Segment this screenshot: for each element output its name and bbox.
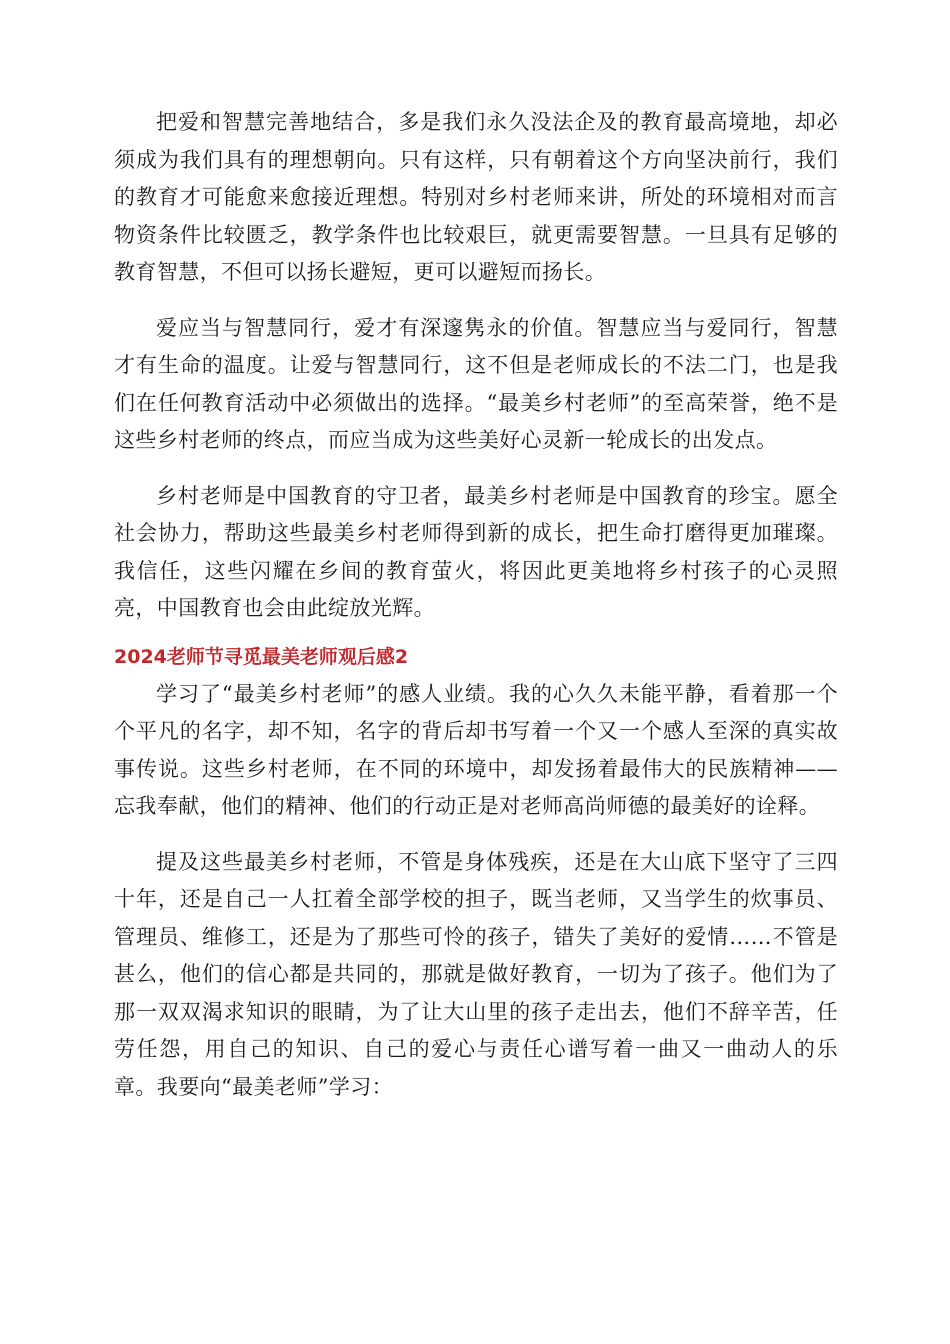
paragraph-learning-deeds: 学习了“最美乡村老师”的感人业绩。我的心久久未能平静，看着那一个个平凡的名字，却不知，名字的背后却书写着一个又一个感人至深的真实故事传说。这些乡村老师，在不同的环境中，却发扬着最伟大的民族精神——忘我奉献，他们的精神、他们的行动正是对老师高尚师德的最美好的诠释。 [114, 681, 838, 818]
paragraph-rural-teachers-guardians: 乡村老师是中国教育的守卫者，最美乡村老师是中国教育的珍宝。愿全社会协力，帮助这些最美乡村老师得到新的成长，把生命打磨得更加璀璨。我信任，这些闪耀在乡间的教育萤火，将因此更美地将乡村孩子的心灵照亮，中国教育也会由此绽放光辉。 [114, 483, 838, 620]
paragraph-mentioning-teachers: 提及这些最美乡村老师，不管是身体残疾，还是在大山底下坚守了三四十年，还是自己一人扛着全部学校的担子，既当老师，又当学生的炊事员、管理员、维修工，还是为了那些可怜的孩子，错失了美好的爱情……不管是甚么，他们的信心都是共同的，那就是做好教育，一切为了孩子。他们为了那一双双渴求知识的眼睛，为了让大山里的孩子走出去，他们不辞辛苦，任劳任怨，用自己的知识、自己的爱心与责任心谱写着一曲又一曲动人的乐章。我要向“最美老师”学习： [114, 849, 838, 1099]
document-page [114, 104, 838, 1106]
paragraph-love-with-wisdom: 爱应当与智慧同行，爱才有深邃隽永的价值。智慧应当与爱同行，智慧才有生命的温度。让爱与智慧同行，这不但是老师成长的不法二门，也是我们在任何教育活动中必须做出的选择。“最美乡村老师”的至高荣誉，绝不是这些乡村老师的终点，而应当成为这些美好心灵新一轮成长的出发点。 [114, 315, 838, 452]
paragraph-love-and-wisdom: 把爱和智慧完善地结合，多是我们永久没法企及的教育最高境地，却必须成为我们具有的理想朝向。只有这样，只有朝着这个方向坚决前行，我们的教育才可能愈来愈接近理想。特别对乡村老师来讲，所处的环境相对而言物资条件比较匮乏，教学条件也比较艰巨，就更需要智慧。一旦具有足够的教育智慧，不但可以扬长避短，更可以避短而扬长。 [114, 110, 838, 284]
section-heading: 2024老师节寻觅最美老师观后感2 [114, 645, 409, 668]
